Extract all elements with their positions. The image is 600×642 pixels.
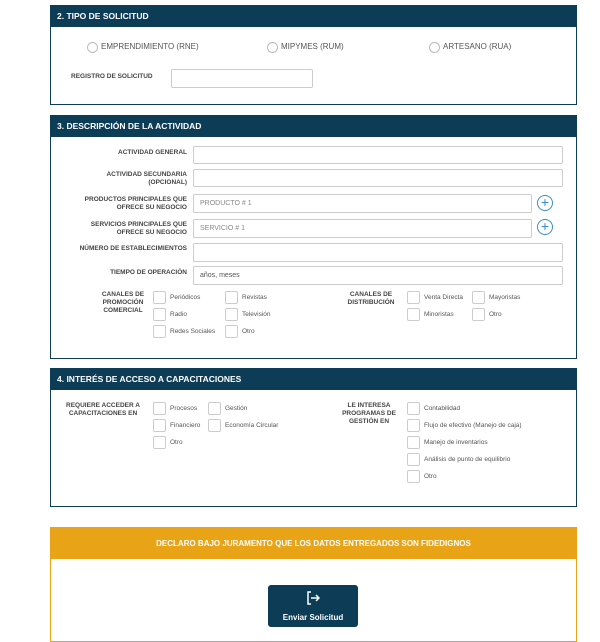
- promocion-label: CANALES DE PROMOCIÓN COMERCIAL: [101, 291, 145, 314]
- checkbox-television[interactable]: [225, 308, 238, 321]
- add-producto-plus-circle-icon[interactable]: +: [537, 195, 553, 211]
- checkbox-manejo-inventarios[interactable]: [407, 436, 420, 449]
- checkbox-label: Manejo de inventarios: [424, 439, 488, 446]
- checkbox-label: Flujo de efectivo (Manejo de caja): [424, 422, 522, 429]
- enviar-solicitud-label: Enviar Solicitud: [282, 613, 344, 622]
- productos-label: PRODUCTOS PRINCIPALES QUE OFRECE SU NEGOCIO: [84, 196, 187, 211]
- checkbox-label: Redes Sociales: [170, 328, 216, 335]
- servicio-input[interactable]: SERVICIO # 1: [193, 219, 532, 238]
- radio-label: ARTESANO (RUA): [443, 42, 512, 51]
- section-descripcion-actividad: [50, 115, 577, 359]
- numero-establecimientos-label: NÚMERO DE ESTABLECIMIENTOS: [79, 245, 187, 252]
- checkbox-procesos[interactable]: [153, 402, 166, 415]
- checkbox-label: Mayoristas: [489, 294, 521, 301]
- checkbox-minoristas[interactable]: [407, 308, 420, 321]
- producto-input[interactable]: PRODUCTO # 1: [193, 194, 532, 213]
- radio-rum[interactable]: [267, 42, 278, 53]
- tiempo-operacion-label: TIEMPO DE OPERACIÓN: [110, 269, 187, 276]
- checkbox-label: Financiero: [170, 422, 201, 429]
- radio-label: MIPYMES (RUM): [281, 42, 344, 51]
- checkbox-redes-sociales[interactable]: [153, 325, 166, 338]
- actividad-secundaria-input[interactable]: [193, 169, 563, 187]
- section-title: 2. TIPO DE SOLICITUD: [51, 6, 576, 27]
- checkbox-financiero[interactable]: [153, 419, 166, 432]
- radio-rne[interactable]: [87, 42, 98, 53]
- checkbox-label: Contabilidad: [424, 405, 461, 412]
- section-tipo-solicitud: [50, 5, 577, 105]
- checkbox-label: Radio: [170, 311, 187, 318]
- checkbox-label: Revistas: [242, 294, 267, 301]
- checkbox-periodicos[interactable]: [153, 291, 166, 304]
- checkbox-contabilidad[interactable]: [407, 402, 420, 415]
- checkbox-label: Gestión: [225, 405, 248, 412]
- section-capacitaciones: [50, 368, 577, 507]
- registro-label: REGISTRO DE SOLICITUD: [71, 73, 153, 80]
- checkbox-mayoristas[interactable]: [472, 291, 485, 304]
- checkbox-gestion[interactable]: [208, 402, 221, 415]
- checkbox-label: Otro: [170, 439, 183, 446]
- checkbox-label: Minoristas: [424, 311, 454, 318]
- checkbox-label: Otro: [424, 473, 437, 480]
- servicios-label: SERVICIOS PRINCIPALES QUE OFRECE SU NEGOCIO: [90, 221, 187, 236]
- checkbox-punto-equilibrio[interactable]: [407, 453, 420, 466]
- radio-label: EMPRENDIMIENTO (RNE): [101, 42, 199, 51]
- checkbox-label: Periódicos: [170, 294, 201, 301]
- declaracion-title: DECLARO BAJO JURAMENTO QUE LOS DATOS ENTREGADOS SON FIDEDIGNOS: [51, 528, 576, 559]
- section-declaracion: [50, 527, 577, 642]
- checkbox-otro-distribucion[interactable]: [472, 308, 485, 321]
- radio-rua[interactable]: [429, 42, 440, 53]
- add-servicio-plus-circle-icon[interactable]: +: [537, 219, 553, 235]
- checkbox-label: Procesos: [170, 405, 198, 412]
- sign-out-icon: [306, 591, 320, 605]
- registro-input[interactable]: [171, 69, 313, 88]
- checkbox-label: Otro: [242, 328, 255, 335]
- section-title: 3. DESCRIPCIÓN DE LA ACTIVIDAD: [51, 116, 576, 137]
- tiempo-operacion-input[interactable]: años, meses: [193, 266, 563, 285]
- actividad-secundaria-label: ACTIVIDAD SECUNDARIA (OPCIONAL): [106, 171, 187, 186]
- programas-label: LE INTERESA PROGRAMAS DE GESTIÓN EN: [342, 402, 396, 425]
- checkbox-venta-directa[interactable]: [407, 291, 420, 304]
- checkbox-economia-circular[interactable]: [208, 419, 221, 432]
- checkbox-label: Otro: [489, 311, 502, 318]
- checkbox-radio[interactable]: [153, 308, 166, 321]
- actividad-general-label: ACTIVIDAD GENERAL: [118, 149, 187, 156]
- requiere-label: REQUIERE ACCEDER A CAPACITACIONES EN: [66, 402, 140, 417]
- checkbox-revistas[interactable]: [225, 291, 238, 304]
- actividad-general-input[interactable]: [193, 146, 563, 164]
- checkbox-label: Televisión: [242, 311, 271, 318]
- section-title: 4. INTERÉS DE ACCESO A CAPACITACIONES: [51, 369, 576, 390]
- checkbox-flujo-efectivo[interactable]: [407, 419, 420, 432]
- checkbox-otro-promocion[interactable]: [225, 325, 238, 338]
- checkbox-label: Economía Circular: [225, 422, 279, 429]
- checkbox-label: Análisis de punto de equilibrio: [424, 456, 511, 463]
- enviar-solicitud-button[interactable]: [268, 585, 358, 627]
- checkbox-otro-capacitacion[interactable]: [153, 436, 166, 449]
- distribucion-label: CANALES DE DISTRIBUCIÓN: [347, 291, 395, 306]
- checkbox-label: Venta Directa: [424, 294, 464, 301]
- checkbox-otro-programa[interactable]: [407, 470, 420, 483]
- numero-establecimientos-input[interactable]: [193, 243, 563, 262]
